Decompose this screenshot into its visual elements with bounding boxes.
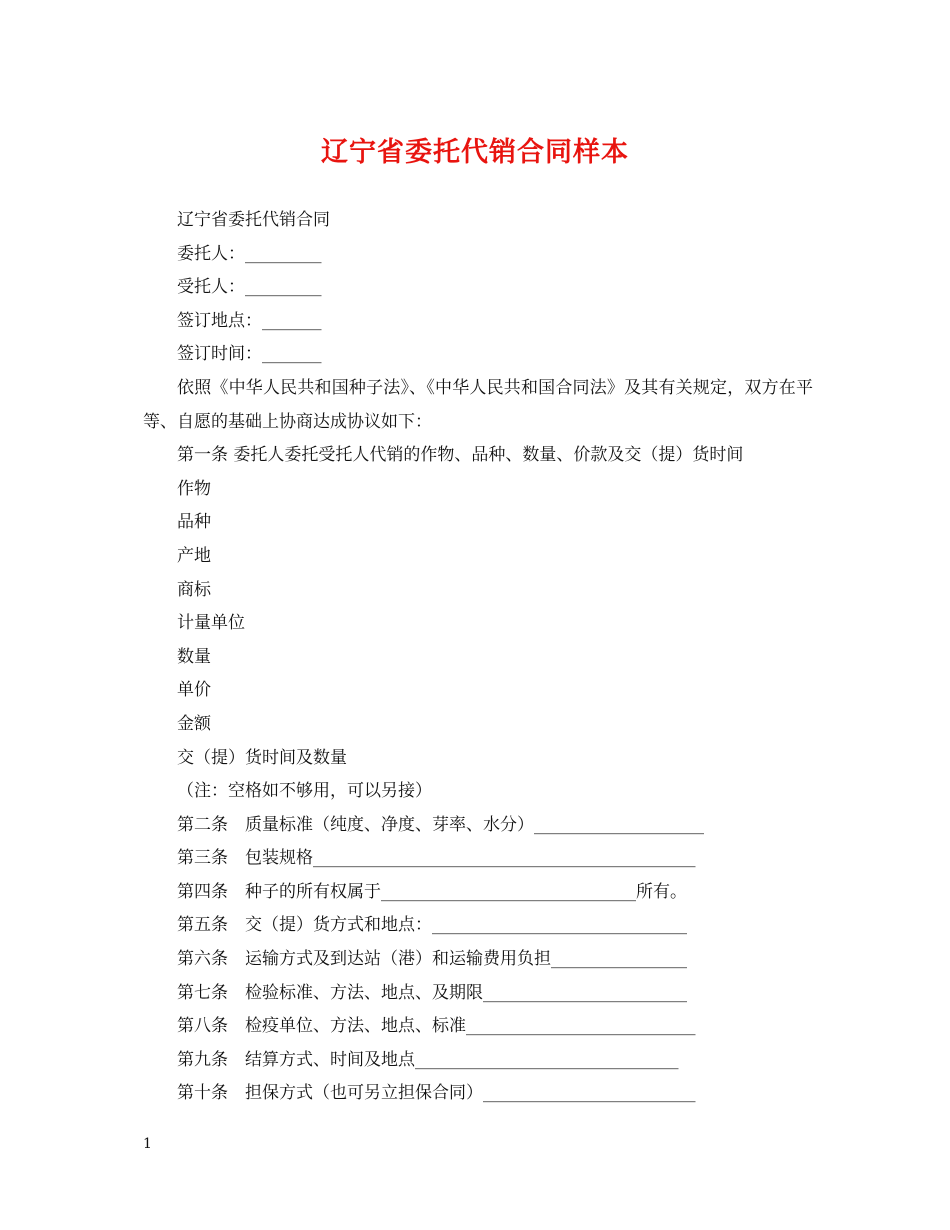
article-1: 第一条 委托人委托受托人代销的作物、品种、数量、价款及交（提）货时间 bbox=[177, 445, 744, 466]
item-delivery-time: 交（提）货时间及数量 bbox=[177, 747, 347, 768]
item-unit-price: 单价 bbox=[177, 680, 211, 701]
article-6: 第六条 运输方式及到达站（港）和运输费用负担________________ bbox=[177, 949, 687, 970]
article-2: 第二条 质量标准（纯度、净度、芽率、水分）____________________ bbox=[177, 814, 704, 835]
article-8: 第八条 检疫单位、方法、地点、标准___________________________ bbox=[177, 1016, 696, 1037]
document-title: 辽宁省委托代销合同样本 bbox=[321, 137, 629, 168]
note: （注：空格如不够用，可以另接） bbox=[177, 781, 432, 802]
article-4: 第四条 种子的所有权属于______________________________所有。 bbox=[177, 881, 687, 902]
signing-time-field: 签订时间：_______ bbox=[177, 344, 322, 365]
intro-paragraph: 依照《中华人民共和国种子法》、《中华人民共和国合同法》及其有关规定，双方在平等、自愿的基础上协商达成协议如下： bbox=[143, 377, 813, 432]
item-unit: 计量单位 bbox=[177, 613, 245, 634]
article-10: 第十条 担保方式（也可另立担保合同）_________________________ bbox=[177, 1083, 696, 1104]
item-crop: 作物 bbox=[177, 478, 211, 499]
item-variety: 品种 bbox=[177, 512, 211, 533]
page-number: 1 bbox=[143, 1136, 152, 1152]
article-9: 第九条 结算方式、时间及地点_______________________________ bbox=[177, 1049, 679, 1070]
item-quantity: 数量 bbox=[177, 646, 211, 667]
item-amount: 金额 bbox=[177, 713, 211, 734]
item-trademark: 商标 bbox=[177, 579, 211, 600]
document-body bbox=[143, 204, 813, 1111]
article-5: 第五条 交（提）货方式和地点：______________________________ bbox=[177, 915, 687, 936]
article-7: 第七条 检验标准、方法、地点、及期限________________________ bbox=[177, 982, 687, 1003]
principal-field: 委托人：_________ bbox=[177, 243, 322, 264]
item-origin: 产地 bbox=[177, 545, 211, 566]
article-3: 第三条 包装规格_____________________________________________ bbox=[177, 848, 696, 869]
agent-field: 受托人：_________ bbox=[177, 277, 322, 298]
signing-place-field: 签订地点：_______ bbox=[177, 310, 322, 331]
contract-name: 辽宁省委托代销合同 bbox=[177, 210, 330, 230]
